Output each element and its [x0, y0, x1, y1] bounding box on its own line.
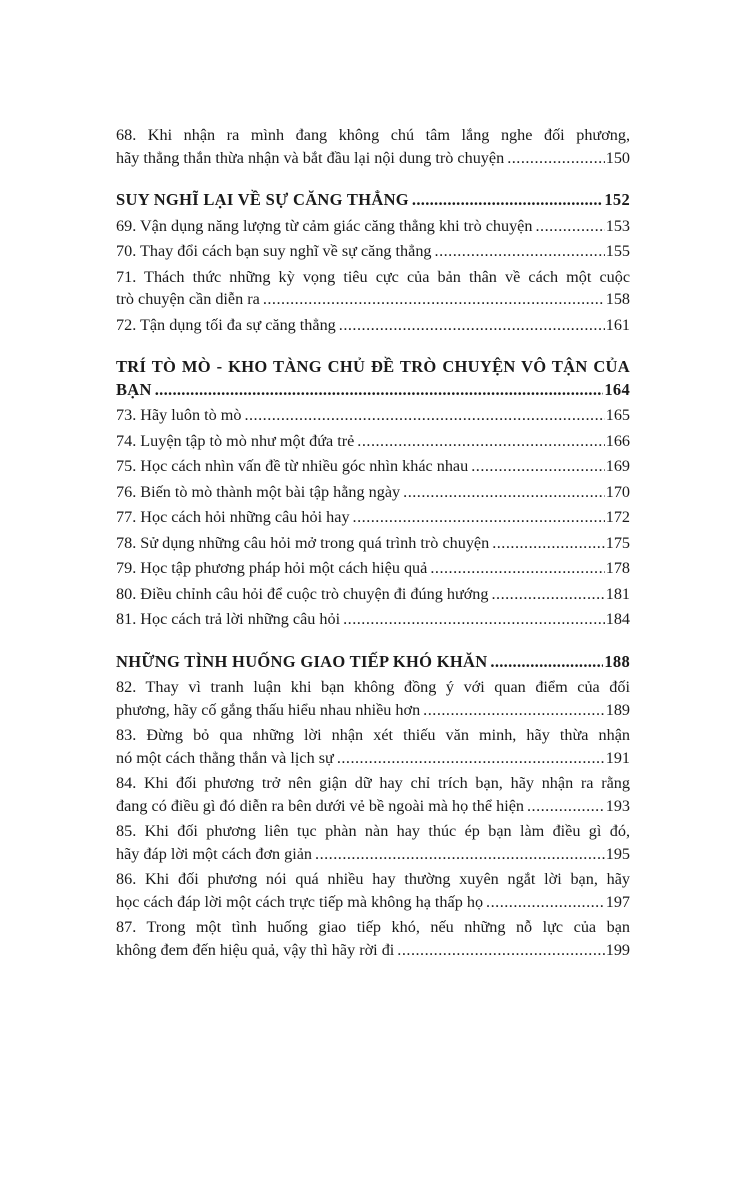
toc-entry-title: hãy đáp lời một cách đơn giản [116, 844, 313, 863]
toc-page-number: 152 [604, 190, 630, 209]
toc-entry [116, 455, 630, 478]
toc-entry-title: 80. Điều chỉnh câu hỏi để cuộc trò chuyện đi đúng hướng [116, 584, 489, 603]
toc-entry [116, 916, 630, 961]
dot-leader [535, 215, 604, 238]
toc-entry-last-line [116, 189, 630, 212]
toc-entry [116, 240, 630, 263]
toc-entry-last-line [116, 939, 630, 962]
toc-entry-title: đang có điều gì đó diễn ra bên dưới vẻ bề ngoài mà họ thể hiện [116, 796, 524, 815]
toc-entry-title: 74. Luyện tập tò mò như một đứa trẻ [116, 431, 355, 450]
dot-leader [155, 379, 604, 402]
toc-entry-last-line [116, 288, 630, 311]
toc-entry-title: nó một cách thẳng thắn và lịch sự [116, 748, 334, 767]
toc-entry-last-line [116, 314, 630, 337]
toc-entry-last-line [116, 795, 630, 818]
toc-page-number: 175 [605, 533, 630, 552]
dot-leader [339, 314, 605, 337]
toc-entry-title: 75. Học cách nhìn vấn đề từ nhiều góc nhìn khác nhau [116, 457, 469, 475]
toc-page-number: 184 [605, 610, 630, 628]
dot-leader [353, 506, 605, 529]
toc-entry-last-line [116, 240, 630, 263]
toc-page-number: 197 [605, 892, 630, 911]
toc-entry [116, 124, 630, 169]
toc-entry [116, 532, 630, 555]
dot-leader [490, 651, 603, 674]
dot-leader [357, 430, 604, 453]
toc-entry-last-line [116, 843, 630, 866]
toc-page-number: 166 [605, 431, 630, 450]
toc-entry-last-line [116, 747, 630, 770]
toc-entry [116, 820, 630, 865]
dot-leader [263, 288, 605, 311]
toc-entry-last-line [116, 651, 630, 674]
toc-entry-last-line [116, 379, 630, 402]
toc-entry [116, 266, 630, 311]
toc-entry [116, 868, 630, 913]
toc-entry-title: NHỮNG TÌNH HUỐNG GIAO TIẾP KHÓ KHĂN [116, 651, 488, 671]
toc-page-number: 172 [605, 508, 630, 526]
dot-leader [343, 608, 605, 631]
toc-page-number: 164 [604, 379, 630, 399]
toc-entry-title: 76. Biến tò mò thành một bài tập hằng ngày [116, 482, 401, 501]
toc-entry-title: hãy thẳng thắn thừa nhận và bắt đầu lại nội dung trò chuyện [116, 148, 505, 167]
toc-entry-last-line [116, 215, 630, 238]
dot-leader [423, 699, 605, 722]
dot-leader [492, 532, 605, 555]
dot-leader [403, 481, 605, 504]
toc-page-number: 195 [605, 844, 630, 863]
toc-entry [116, 724, 630, 769]
toc-entry-title: không đem đến hiệu quả, vậy thì hãy rời đi [116, 940, 395, 959]
toc-entry-title: 70. Thay đổi cách bạn suy nghĩ về sự căng thẳng [116, 242, 432, 260]
toc-entry [116, 557, 630, 580]
toc-entry-line: 85. Khi đối phương liên tục phàn nàn hay thúc ép bạn làm điều gì đó, [116, 822, 630, 840]
dot-leader [507, 147, 605, 170]
toc-page-number: 165 [605, 406, 630, 424]
toc-entry [116, 481, 630, 504]
section-spacer [116, 336, 630, 356]
toc-entry-last-line [116, 532, 630, 555]
toc-page-number: 193 [605, 796, 630, 815]
toc-page-number: 191 [605, 748, 630, 767]
toc-entry-last-line [116, 455, 630, 478]
toc-entry [116, 215, 630, 238]
toc-page-number: 178 [605, 559, 630, 577]
toc-entry-line: 86. Khi đối phương nói quá nhiều hay thường xuyên ngắt lời bạn, hãy [116, 870, 630, 888]
dot-leader [315, 843, 605, 866]
toc-entry-line: TRÍ TÒ MÒ - KHO TÀNG CHỦ ĐỀ TRÒ CHUYỆN VÔ TẬN CỦA [116, 357, 630, 376]
toc-page-number: 181 [605, 584, 630, 603]
toc-page-number: 169 [605, 457, 630, 475]
toc-entry [116, 608, 630, 631]
toc-page-number: 199 [605, 940, 630, 959]
dot-leader [397, 939, 604, 962]
toc-page-number: 170 [605, 482, 630, 501]
toc-entry-title: 77. Học cách hỏi những câu hỏi hay [116, 508, 350, 526]
toc-entry-title: 73. Hãy luôn tò mò [116, 406, 242, 424]
dot-leader [471, 455, 605, 478]
toc-entry-last-line [116, 147, 630, 170]
toc-entry [116, 583, 630, 606]
toc-entry-line: 68. Khi nhận ra mình đang không chú tâm lắng nghe đối phương, [116, 126, 630, 144]
toc-entry [116, 506, 630, 529]
toc-entry-last-line [116, 583, 630, 606]
toc-page-number: 153 [605, 216, 630, 235]
toc-page-number: 150 [605, 148, 630, 167]
toc-entry-title: 72. Tận dụng tối đa sự căng thẳng [116, 315, 336, 334]
dot-leader [430, 557, 604, 580]
toc-entry-title: SUY NGHĨ LẠI VỀ SỰ CĂNG THẲNG [116, 190, 409, 209]
dot-leader [527, 795, 605, 818]
section-spacer [116, 169, 630, 189]
toc-section-heading [116, 189, 630, 212]
toc-entry-line: 71. Thách thức những kỳ vọng tiêu cực của bản thân về cách một cuộc [116, 267, 630, 286]
toc-section-heading [116, 651, 630, 674]
toc-entry [116, 314, 630, 337]
toc-page-number: 161 [605, 315, 630, 334]
toc-entry-last-line [116, 891, 630, 914]
toc-entry-title: 69. Vận dụng năng lượng từ cảm giác căng thẳng khi trò chuyện [116, 216, 533, 235]
table-of-contents [116, 124, 630, 961]
toc-entry [116, 404, 630, 427]
toc-section-heading [116, 356, 630, 401]
dot-leader [244, 404, 604, 427]
toc-page-number: 155 [605, 242, 630, 260]
toc-entry-title: 79. Học tập phương pháp hỏi một cách hiệu quả [116, 559, 428, 577]
dot-leader [486, 891, 605, 914]
toc-entry-line: 84. Khi đối phương trở nên giận dữ hay chỉ trích bạn, hãy nhận ra rằng [116, 774, 630, 792]
toc-entry [116, 430, 630, 453]
toc-entry-title: học cách đáp lời một cách trực tiếp mà không hạ thấp họ [116, 892, 484, 911]
toc-entry-title: BẠN [116, 379, 152, 399]
toc-entry-line: 83. Đừng bỏ qua những lời nhận xét thiếu văn minh, hãy thừa nhận [116, 726, 630, 744]
toc-entry-last-line [116, 608, 630, 631]
toc-page-number: 188 [604, 651, 630, 671]
toc-page-number: 158 [605, 290, 630, 308]
dot-leader [337, 747, 605, 770]
toc-entry-last-line [116, 699, 630, 722]
toc-entry [116, 772, 630, 817]
dot-leader [412, 189, 603, 212]
toc-page-number: 189 [605, 700, 630, 719]
toc-entry-title: trò chuyện cần diễn ra [116, 290, 260, 308]
dot-leader [435, 240, 605, 263]
toc-entry-line: 82. Thay vì tranh luận khi bạn không đồng ý với quan điểm của đối [116, 678, 630, 696]
toc-entry-title: phương, hãy cố gắng thấu hiểu nhau nhiều hơn [116, 700, 421, 719]
toc-entry-title: 78. Sử dụng những câu hỏi mở trong quá trình trò chuyện [116, 533, 490, 552]
toc-entry [116, 676, 630, 721]
toc-entry-last-line [116, 430, 630, 453]
section-spacer [116, 631, 630, 651]
toc-entry-last-line [116, 506, 630, 529]
toc-entry-line: 87. Trong một tình huống giao tiếp khó, nếu những nỗ lực của bạn [116, 918, 630, 936]
toc-entry-last-line [116, 404, 630, 427]
toc-entry-title: 81. Học cách trả lời những câu hỏi [116, 610, 341, 628]
toc-entry-last-line [116, 481, 630, 504]
dot-leader [491, 583, 604, 606]
toc-entry-last-line [116, 557, 630, 580]
